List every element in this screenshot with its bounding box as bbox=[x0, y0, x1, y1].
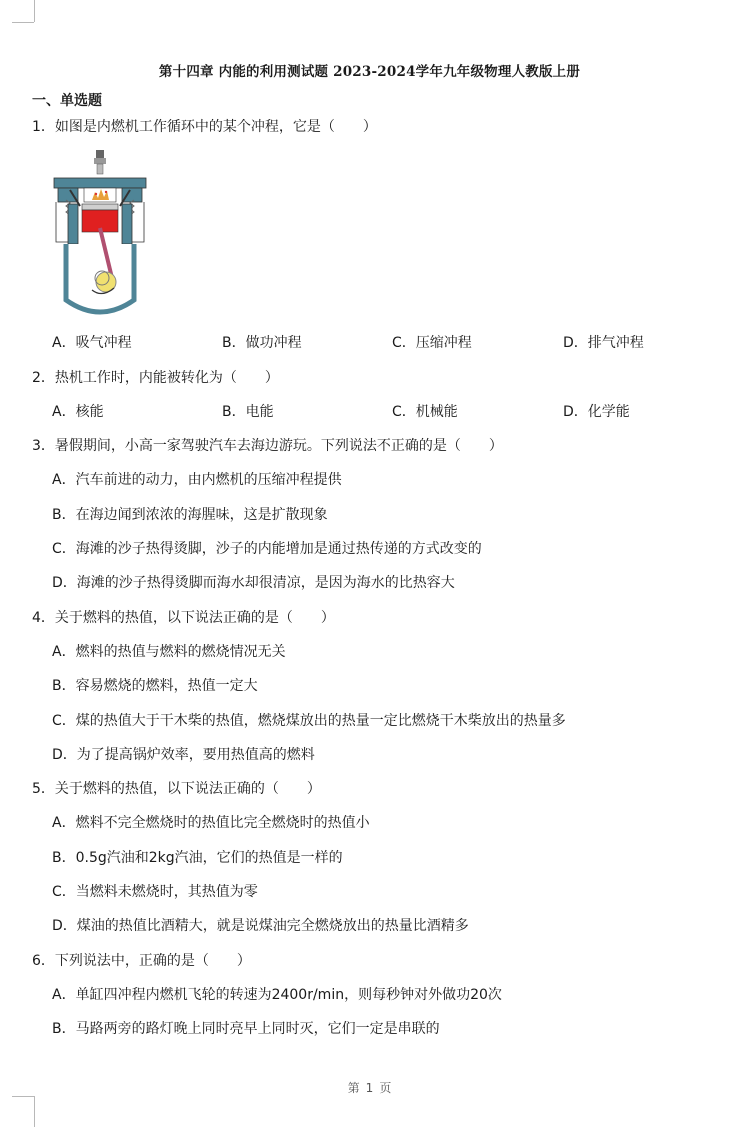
question-4-option-d: D．为了提高锅炉效率，要用热值高的燃料 bbox=[52, 747, 315, 763]
engine-cylinder-icon bbox=[52, 148, 148, 320]
question-1-option-a: A．吸气冲程 bbox=[52, 335, 132, 351]
question-4-stem: 4．关于燃料的热值，以下说法正确的是（ ） bbox=[32, 610, 335, 626]
footer-suffix: 页 bbox=[379, 1081, 392, 1095]
question-2-stem: 2．热机工作时，内能被转化为（ ） bbox=[32, 370, 279, 386]
question-3-option-c: C．海滩的沙子热得烫脚，沙子的内能增加是通过热传递的方式改变的 bbox=[52, 541, 482, 557]
page-footer bbox=[0, 1079, 739, 1096]
question-3-option-d: D．海滩的沙子热得烫脚而海水却很清凉，是因为海水的比热容大 bbox=[52, 575, 455, 591]
question-6-option-b: B．马路两旁的路灯晚上同时亮早上同时灭，它们一定是串联的 bbox=[52, 1021, 440, 1037]
question-5-option-d: D．煤油的热值比酒精大，就是说煤油完全燃烧放出的热量比酒精多 bbox=[52, 918, 469, 934]
question-2-option-c: C．机械能 bbox=[392, 404, 458, 420]
crop-mark-bottom-h bbox=[12, 1096, 34, 1097]
question-4-option-a: A．燃料的热值与燃料的燃烧情况无关 bbox=[52, 644, 286, 660]
question-1-stem: 1．如图是内燃机工作循环中的某个冲程，它是（ ） bbox=[32, 119, 377, 135]
question-6-stem: 6．下列说法中，正确的是（ ） bbox=[32, 953, 251, 969]
crop-mark-top bbox=[34, 0, 35, 22]
question-2-option-a: A．核能 bbox=[52, 404, 104, 420]
question-5-stem: 5．关于燃料的热值，以下说法正确的（ ） bbox=[32, 781, 321, 797]
footer-prefix: 第 bbox=[347, 1081, 360, 1095]
question-1-option-c: C．压缩冲程 bbox=[392, 335, 472, 351]
question-5-option-a: A．燃料不完全燃烧时的热值比完全燃烧时的热值小 bbox=[52, 815, 370, 831]
question-5-option-c: C．当燃料未燃烧时，其热值为零 bbox=[52, 884, 258, 900]
question-5-option-b: B．0.5g汽油和2kg汽油，它们的热值是一样的 bbox=[52, 850, 343, 866]
section-heading: 一、单选题 bbox=[32, 93, 102, 109]
question-3-option-b: B．在海边闻到浓浓的海腥味，这是扩散现象 bbox=[52, 507, 328, 523]
question-3-stem: 3．暑假期间，小高一家驾驶汽车去海边游玩。下列说法不正确的是（ ） bbox=[32, 438, 503, 454]
question-4-option-b: B．容易燃烧的燃料，热值一定大 bbox=[52, 678, 258, 694]
question-6-option-a: A．单缸四冲程内燃机飞轮的转速为2400r/min，则每秒钟对外做功20次 bbox=[52, 987, 502, 1003]
question-2-option-b: B．电能 bbox=[222, 404, 274, 420]
question-4-option-c: C．煤的热值大于干木柴的热值，燃烧煤放出的热量一定比燃烧干木柴放出的热量多 bbox=[52, 713, 566, 729]
question-1-option-b: B．做功冲程 bbox=[222, 335, 302, 351]
crop-mark-bottom bbox=[34, 1096, 35, 1127]
document-title: 第十四章 内能的利用测试题 2023-2024学年九年级物理人教版上册 bbox=[158, 64, 581, 80]
question-2-option-d: D．化学能 bbox=[563, 404, 630, 420]
page-number: 1 bbox=[365, 1081, 374, 1095]
question-1-option-d: D．排气冲程 bbox=[563, 335, 644, 351]
crop-mark-top-h bbox=[12, 22, 34, 23]
question-3-option-a: A．汽车前进的动力，由内燃机的压缩冲程提供 bbox=[52, 472, 342, 488]
